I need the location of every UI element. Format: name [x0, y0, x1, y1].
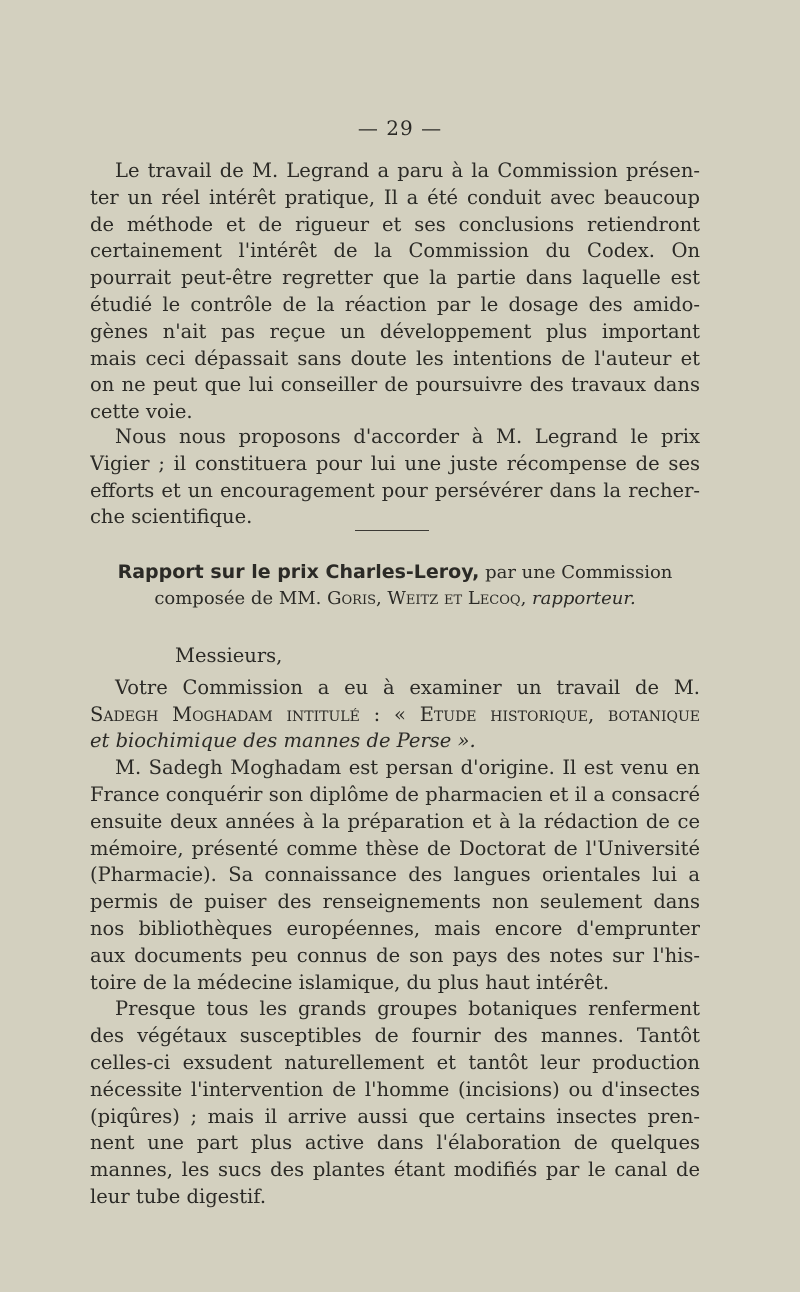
text-line: gènes n'ait pas reçue un développement plus important [90, 319, 700, 343]
text-line: mémoire, présenté comme thèse de Doctorat de l'Université [90, 836, 700, 860]
text-line: toire de la médecine islamique, du plus haut intérêt. [90, 970, 610, 994]
text-line: Presque tous les grands groupes botaniques renferment [115, 997, 700, 1021]
salutation: Messieurs, [175, 644, 283, 667]
report-heading [110, 559, 680, 612]
paragraph-vigier-prize [90, 424, 700, 531]
spacer [90, 648, 700, 675]
text-line: (piqûres) ; mais il arrive aussi que certains insectes pren- [90, 1104, 700, 1128]
text-line: on ne peut que lui conseiller de poursuivre des travaux dans [90, 373, 700, 397]
text-line: certainement l'intérêt de la Commission du Codex. On [90, 239, 700, 263]
text-line: Votre Commission a eu à examiner un travail de M. [115, 675, 700, 699]
report-body [90, 648, 700, 1211]
paragraph-legrand-evaluation [90, 158, 700, 426]
text-line: cette voie. [90, 400, 193, 424]
text-line: ensuite deux années à la préparation et à la rédaction de ce [90, 809, 700, 833]
page-number: — 29 — [357, 116, 443, 140]
text-line: Nous nous proposons d'accorder à M. Legrand le prix [115, 425, 700, 448]
text-line: de méthode et de rigueur et ses conclusions retiendront [90, 212, 700, 236]
report-members-line [110, 586, 680, 612]
text-line: mannes, les sucs des plantes étant modifiés par le canal de [90, 1158, 700, 1182]
text-line-content: Sadegh Moghadam intitulé : « Etude historique, botanique [90, 702, 700, 726]
text-line: France conquérir son diplôme de pharmacien et il a consacré [90, 782, 700, 806]
report-title-rest: par une Commission [479, 562, 673, 583]
text-line: nécessite l'intervention de l'homme (incisions) ou d'insectes [90, 1077, 700, 1101]
text-line: (Pharmacie). Sa connaissance des langues orientales lui a [90, 863, 700, 887]
text-line: nent une part plus active dans l'élaboration de quelques [90, 1131, 700, 1155]
report-title: Rapport sur le prix Charles-Leroy, [117, 561, 480, 583]
text-line: celles-ci exsudent naturellement et tantôt leur production [90, 1050, 700, 1074]
text-line: mais ceci dépassait sans doute les intentions de l'auteur et [90, 346, 700, 370]
report-title-line [110, 559, 680, 586]
rapporteur-label: rapporteur. [526, 588, 636, 609]
text-line: étudié le contrôle de la réaction par le dosage des amido- [90, 292, 700, 316]
text-line: des végétaux susceptibles de fournir des mannes. Tantôt [90, 1024, 700, 1048]
text-line: permis de puiser des renseignements non seulement dans [90, 890, 700, 914]
section-divider [355, 530, 429, 531]
composed-of: composée de MM. [154, 588, 328, 609]
text-line: pourrait peut-être regretter que la partie dans laquelle est [90, 266, 700, 290]
commission-members: Goris, Weitz et Lecoq, [327, 588, 527, 609]
text-line: et biochimique des mannes de Perse ». [90, 729, 476, 753]
text-line: M. Sadegh Moghadam est persan d'origine. Il est venu en [115, 756, 700, 780]
text-line: ter un réel intérêt pratique, Il a été conduit avec beaucoup [90, 185, 700, 209]
text-line: che scientifique. [90, 505, 253, 529]
text-line [90, 702, 700, 729]
text-line: nos bibliothèques européennes, mais encore d'emprunter [90, 916, 700, 940]
text-line: Vigier ; il constituera pour lui une juste récompense de ses [90, 451, 700, 475]
text-line: Le travail de M. Legrand a paru à la Commission présen- [115, 159, 700, 182]
text-line: efforts et un encouragement pour persévérer dans la recher- [90, 478, 700, 502]
text-line: leur tube digestif. [90, 1184, 267, 1208]
text-line: aux documents peu connus de son pays des notes sur l'his- [90, 943, 700, 967]
